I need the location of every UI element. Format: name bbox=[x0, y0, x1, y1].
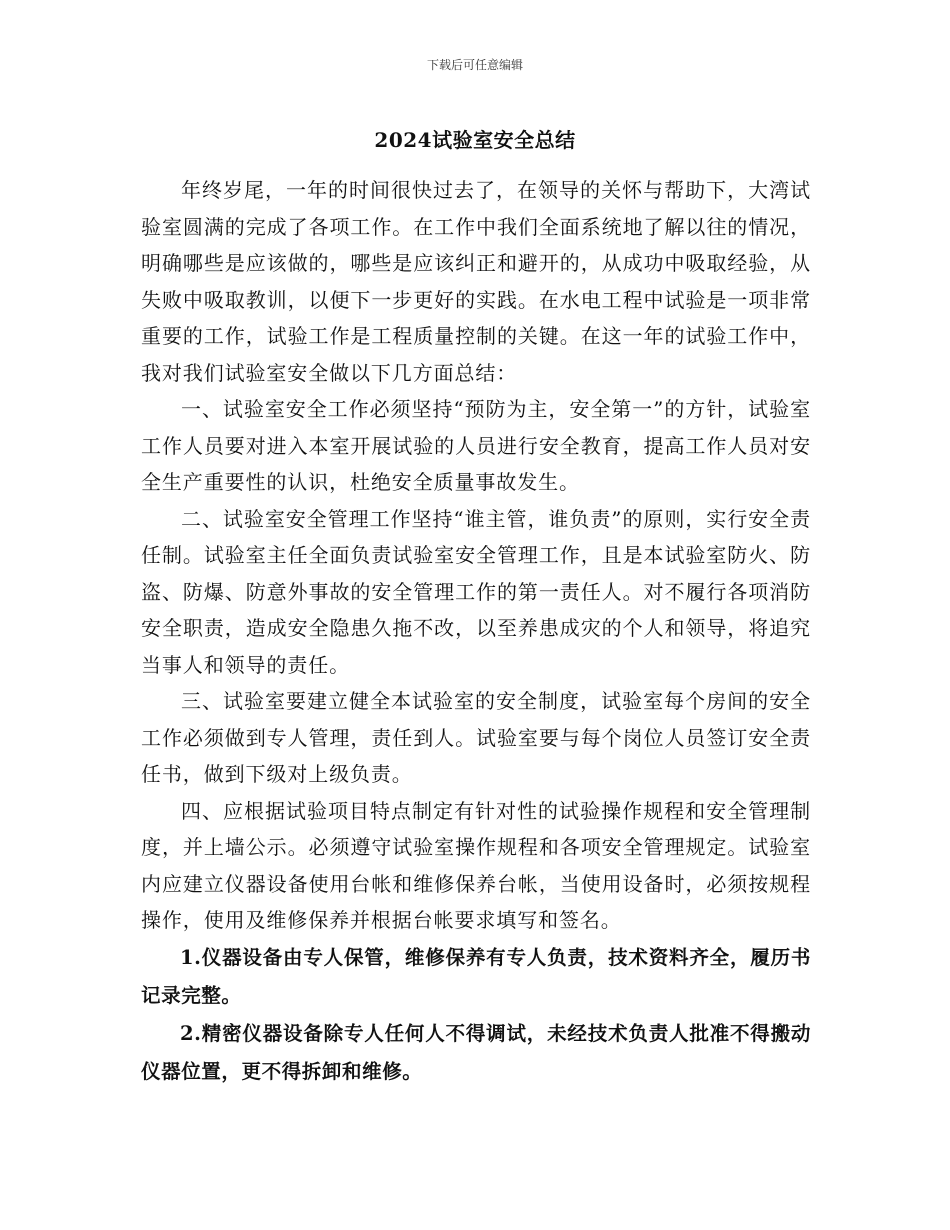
paragraph-section-2: 二、试验室安全管理工作坚持“谁主管，谁负责”的原则，实行安全责任制。试验室主任全面负责试验室安全管理工作，且是本试验室防火、防盗、防爆、防意外事故的安全管理工作的第一责任人。对不履行各项消防安全职责，造成安全隐患久拖不改，以至养患成灾的个人和领导，将追究当事人和领导的责任。 bbox=[141, 506, 811, 677]
paragraph-section-3: 三、试验室要建立健全本试验室的安全制度，试验室每个房间的安全工作必须做到专人管理，责任到人。试验室要与每个岗位人员签订安全责任书，做到下级对上级负责。 bbox=[141, 689, 811, 786]
paragraph-intro: 年终岁尾，一年的时间很快过去了，在领导的关怀与帮助下，大湾试验室圆满的完成了各项工作。在工作中我们全面系统地了解以往的情况，明确哪些是应该做的，哪些是应该纠正和避开的，从成功中吸取经验，从失败中吸取教训，以便下一步更好的实践。在水电工程中试验是一项非常重要的工作，试验工作是工程质量控制的关键。在这一年的试验工作中，我对我们试验室安全做以下几方面总结： bbox=[141, 178, 811, 385]
header-note: 下载后可任意编辑 bbox=[426, 58, 523, 72]
document-body bbox=[141, 172, 811, 1091]
paragraph-section-4: 四、应根据试验项目特点制定有针对性的试验操作规程和安全管理制度，并上墙公示。必须遵守试验室操作规程和各项安全管理规定。试验室内应建立仪器设备使用台帐和维修保养台帐，当使用设备时，必须按规程操作，使用及维修保养并根据台帐要求填写和签名。 bbox=[141, 798, 811, 932]
paragraph-item-2: 2.精密仪器设备除专人任何人不得调试，未经技术负责人批准不得搬动仪器位置，更不得拆卸和维修。 bbox=[141, 1021, 811, 1083]
paragraph-section-1: 一、试验室安全工作必须坚持“预防为主，安全第一”的方针，试验室工作人员要对进入本室开展试验的人员进行安全教育，提高工作人员对安全生产重要性的认识，杜绝安全质量事故发生。 bbox=[141, 397, 811, 494]
document-title: 2024试验室安全总结 bbox=[374, 128, 576, 152]
paragraph-item-1: 1.仪器设备由专人保管，维修保养有专人负责，技术资料齐全，履历书记录完整。 bbox=[141, 945, 811, 1007]
